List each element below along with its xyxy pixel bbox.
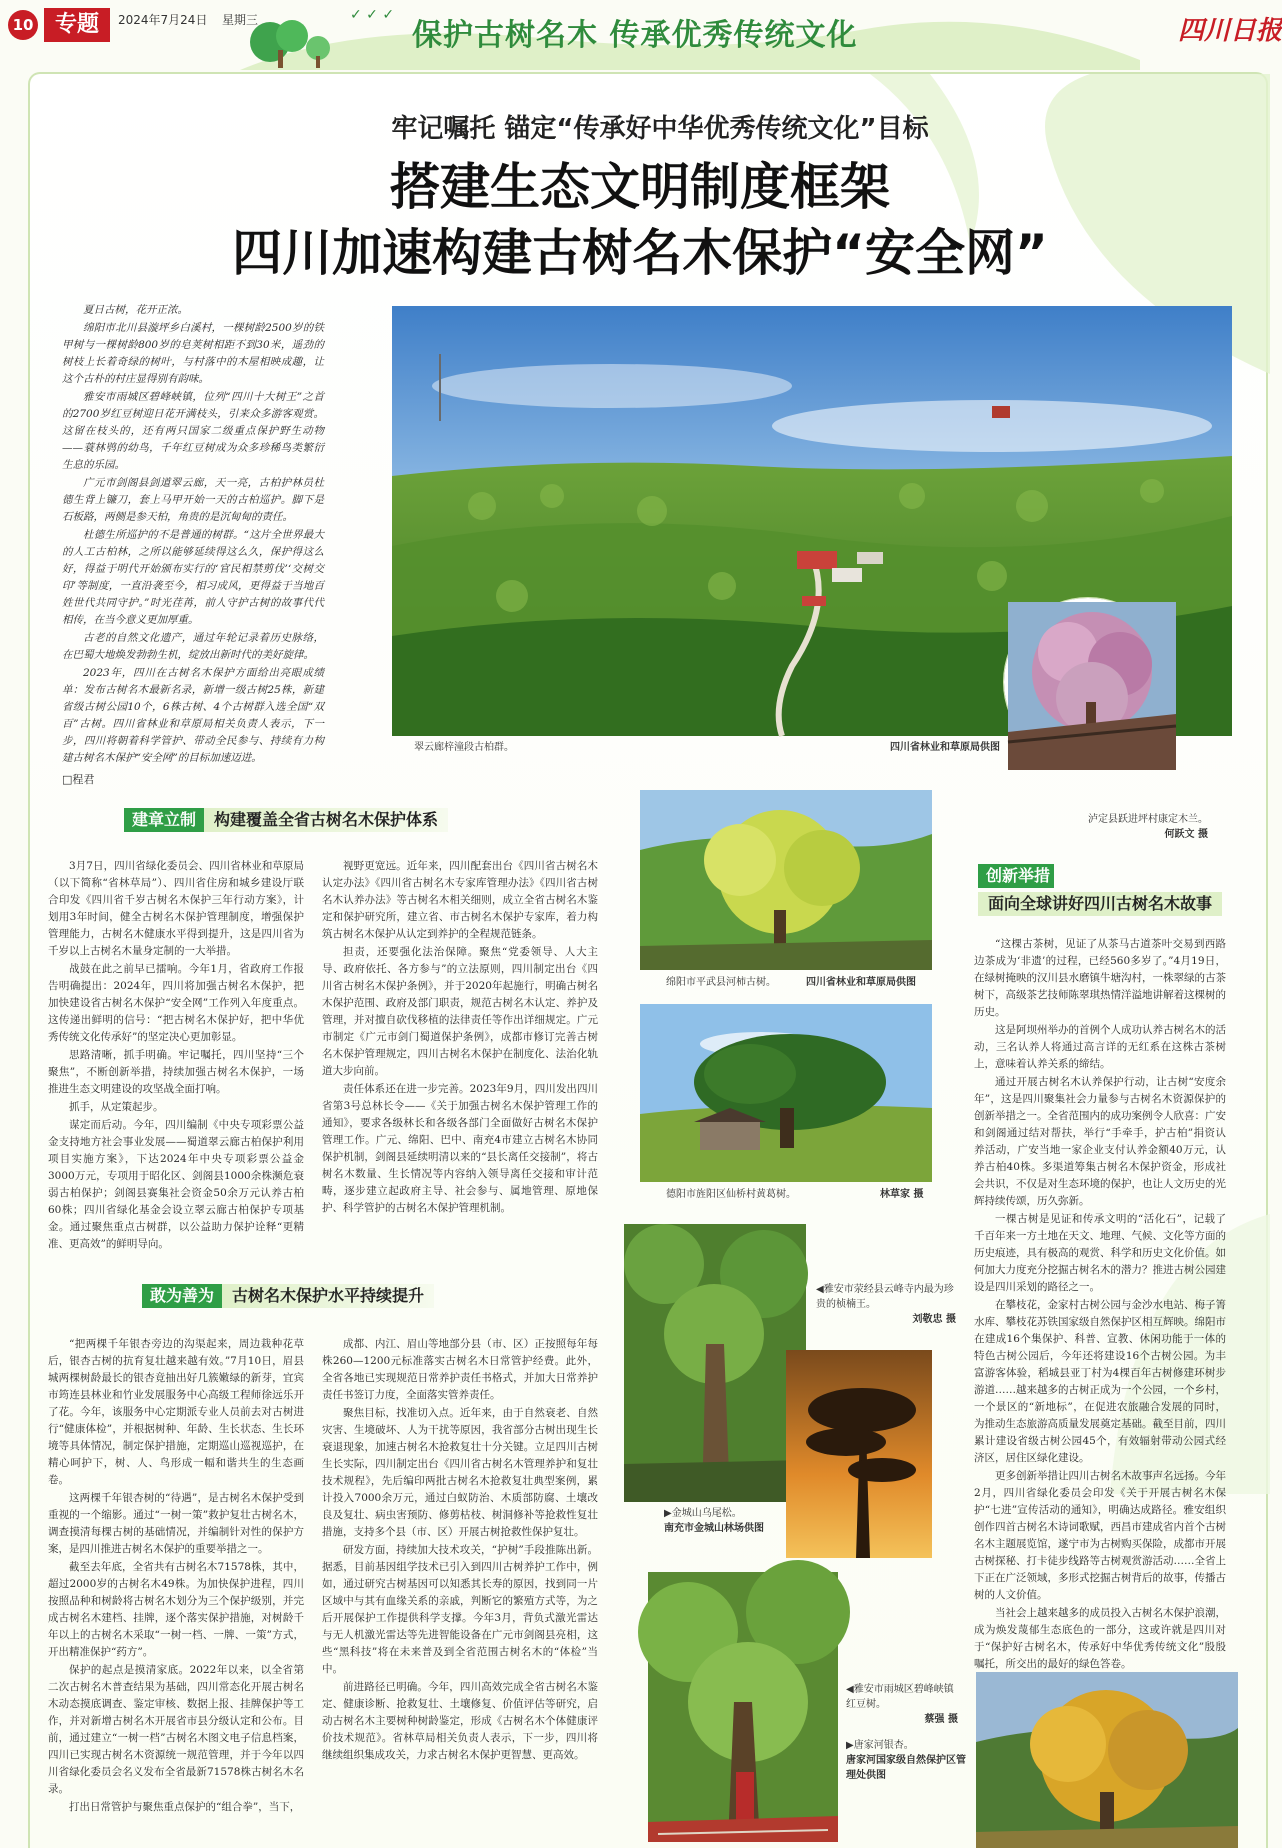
paragraph: 聚焦目标，找准切入点。近年来，由于自然衰老、自然灾害、生境破坏、人为干扰等原因，我省部分古树出现生长衰退现象，加速古树名木抢救复壮十分关键。立足四川古树生长实际，四川制定出台《四川省古树名木管理养护和复壮技术规程》，先后编印两批古树名木抢救复壮典型案例，累计投入7000余万元，通过白蚁防治、木质部防腐、土壤改良及复壮、病虫害预防、修剪枯枝、树洞修补等抢救性复壮措施，支持多个县（市、区）开展古树抢救性保护复壮。 (322, 1407, 598, 1538)
section2-column-1 (48, 1336, 304, 1828)
photo-credit: 南充市金城山林场供图 (664, 1523, 764, 1534)
section-title-3: 面向全球讲好四川古树名木故事 (978, 892, 1222, 916)
intro-paragraph: 雅安市雨城区碧峰峡镇，位列“四川十大树王”之首的2700岁红豆树迎日花开满枝头，引来众多游客观赏。这留在枝头的，还有两只国家二级重点保护野生动物——蓑林鸮的幼鸟，千年红豆树成为众多珍稀鸟类繁衍生息的乐园。 (62, 391, 324, 471)
intro-column (62, 302, 324, 786)
paragraph: 思路清晰，抓手明确。牢记嘱托，四川坚持“三个聚焦”，不断创新举措，持续加强古树名木保护，一场推进生态文明建设的攻坚战全面打响。 (48, 1049, 304, 1095)
intro-paragraph: 广元市剑阁县剑道翠云廊，天一亮，古柏护林员杜德生背上镰刀，套上马甲开始一天的古柏巡护。脚下是石板路，两侧是参天柏，角贵的是沉甸甸的责任。 (62, 477, 324, 523)
publication-date: 2024年7月24日 (118, 13, 208, 27)
paragraph: “这棵古茶树，见证了从茶马古道茶叶交易到西路边茶成为‘非遗’的过程，已经560多岁了。”4月19日，在绿树掩映的汉川县水磨镇牛塘沟村，一株翠绿的古茶树下，高级茶艺技师陈翠琪热情洋溢地讲解着这棵树的历史。 (974, 938, 1226, 1018)
paragraph: 更多创新举措让四川古树名木故事声名远扬。今年2月，四川省绿化委员会印发《关于开展古树名木保护“七进”宣传活动的通知》，明确达成路径。雅安组织创作四首古树名木诗词歌赋，西昌市建成省内首个古树名木主题展览馆，遂宁市为古树购买保险，成都市开展古树探秘、打卡徒步线路等古树观赏游活动……全省上下正在广泛领域，多形式挖掘古树背后的故事，传播古树的人文价值。 (974, 1470, 1226, 1601)
photo-credit: 蔡强 摄 (924, 1714, 958, 1725)
author-byline: □程君 (62, 773, 95, 786)
intro-paragraph: 夏日古树，花开正浓。 (83, 304, 188, 316)
paragraph: 3月7日，四川省绿化委员会、四川省林业和草原局（以下简称“省林草局”）、四川省住房和城乡建设厅联合印发《四川省千岁古树名木保护三年行动方案》，计划用3年时间，健全古树名木保护管理制度，增强保护管理能力，古树名木健康水平得到提升，这是四川省为千岁以上古树名木量身定制的一大举措。 (48, 860, 304, 957)
paragraph: “把两棵千年银杏旁边的沟渠起来，周边栽种花草后，银杏古树的抗育复壮越来越有效。”7月10日，眉县城两棵树龄最长的银杏竟抽出好几簇嫩绿的新芽，宜宾市筠连县林业和竹业发展服务中心高级工程师徐远乐开了花。今年，该服务中心定期派专业人员前去对古树进行“健康体检”，并根据树种、年龄、生长状态、生长环境等具体情况，制定保护措施，定期巡山巡视巡护，在精心呵护下，树、人、鸟形成一幅和谐共生的生态画卷。 (48, 1338, 304, 1486)
p4-caption (664, 1506, 794, 1536)
section-tag-2: 敢为善为 (142, 1284, 222, 1308)
photo-caption: 德阳市旌阳区仙桥村黄葛树。 (666, 1189, 796, 1200)
paragraph: 这两棵千年银杏树的“待遇”，是古树名木保护受到重视的一个缩影。通过“一树一策”救护复壮古树名木，调查摸清每棵古树的基础情况，并编制针对性的保护方案，是四川推进古树名木保护的重要举措之一。 (48, 1492, 304, 1555)
section-title-1: 构建覆盖全省古树名木保护体系 (204, 808, 448, 832)
photo-caption: ▶金城山乌尾松。 (664, 1508, 742, 1519)
paragraph: 担责，还要强化法治保障。聚焦“党委领导、人大主导、政府依托、各方参与”的立法原则，四川制定出台《四川省古树名木保护条例》，并于2020年起施行，明确古树名木保护范围、政府及部门职责，规范古树名木认定、养护及管理，并对擅自砍伐移植的法律责任等作出详细规定。广元市制定《广元市剑门蜀道保护条例》，成都市修订完善古树名木保护管理规定，四川古树名木保护在制度化、法治化轨道大步向前。 (322, 946, 598, 1077)
photo-caption: 翠云廊梓潼段古柏群。 (414, 742, 514, 753)
photo-credit: 四川省林业和草原局供图 (890, 742, 1000, 753)
photo-credit: 刘敬忠 摄 (912, 1314, 956, 1325)
section-head-3 (978, 864, 1222, 914)
intro-paragraph: 绵阳市北川县漩坪乡白溪村，一棵树龄2500岁的铁甲树与一棵树龄800岁的皂荚树相距不到30米，遥劲的树枝上长着奇绿的树叶，与村落中的木屋相映成趣，让这个古朴的村庄显得别有韵味。 (62, 322, 324, 385)
article-headline (120, 154, 1160, 286)
paragraph: 这是阿坝州举办的首例个人成功认养古树名木的活动，三名认养人将通过高言详的无红系在这株古茶树上，意味着认养关系的缔结。 (974, 1024, 1226, 1070)
intro-paragraph: 2023年，四川在古树名木保护方面给出亮眼成绩单：发布古树名木最新名录，新增一级古树25株，新建省级古树公园10个，6株古树、4个古树群入选全国“双百”古树。四川省林业和草原局相关负责人表示，下一步，四川将朝着科学管护、带动全民参与、持续有力构建古树名木保护“安全网”的目标加速迈进。 (62, 667, 324, 764)
paragraph: 在攀枝花，金家村古树公园与金沙水电站、梅子箐水库、攀枝花苏铁国家级自然保护区相互辉映。绵阳市在建成16个集保护、科普、宣教、休闲功能于一体的特色古树公园后，今年还将建设16个古树公园。为丰富游客体验，稻城县亚丁村为4棵百年古树修建环树步游道……越来越多的古树正成为一个公园，一个乡村，一个景区的“新地标”，在促进农旅融合发展的同时，为推动生态旅游高质量发展奠定基础。截至目前，四川累计建设省级古树公园45个，有效辐射带动公园式经济区，居住区绿化建设。 (974, 1299, 1226, 1464)
paragraph: 截至去年底，全省共有古树名木71578株，其中，超过2000岁的古树名木49株。为加快保护进程，四川按照品种和树龄将古树名木划分为三个保护级别，并完成古树名木建档、挂牌，逐个落实保护措施，对树龄千年以上的古树名木采取“一树一档、一牌、一策”方式，开出精准保护“药方”。 (48, 1561, 304, 1658)
photo-yunfeng-nanmu (624, 1224, 806, 1502)
banner-title: 保护古树名木 传承优秀传统文化 (412, 18, 858, 53)
section3-column (974, 936, 1226, 1670)
section-tag: 专题 (44, 8, 110, 42)
photo-caption: ◀雅安市雨城区碧峰峡镇红豆树。 (846, 1684, 954, 1710)
headline-line-2: 四川加速构建古树名木保护“安全网” (232, 224, 1048, 282)
page-number: 10 (8, 10, 38, 40)
paragraph: 打出日常管护与聚焦重点保护的“组合拳”，当下， (69, 1801, 301, 1813)
photo-tangjiahe-ginkgo (976, 1672, 1238, 1848)
paragraph: 战鼓在此之前早已擂响。今年1月，省政府工作报告明确提出：2024年，四川将加强古树名木保护，把加快建设省古树名木保护“安全网”工作列入年度重点。这传递出鲜明的信号：“把古树名木保护好，把中华优秀传统文化传承好”的坚定决心更加彰显。 (48, 963, 304, 1043)
photo-caption: ◀雅安市荥经县云峰寺内最为珍贵的桢楠王。 (816, 1284, 954, 1310)
paragraph: 前进路径已明确。今年，四川高效完成全省古树名木鉴定、健康诊断、抢救复壮、土壤修复、价值评估等研究，启动古树名木主要树种树龄鉴定，形成《古树名木个体健康评价技术规范》。省林草局相关负责人表示，下一步，四川将继续组织集成攻关，力求古树名木保护更智慧、更高效。 (322, 1681, 598, 1761)
paragraph: 一棵古树是见证和传承文明的“活化石”，记载了千百年来一方土地在天文、地理、气候、文化等方面的历史痕迹，具有极高的观赏、科学和历史文化价值。如何加大力度充分挖掘古树名木的潜力？推进古树公园建设是四川采划的路径之一。 (974, 1213, 1226, 1293)
photo-jinchengshan-pine (786, 1350, 932, 1558)
paragraph: 当社会上越来越多的成员投入古树名木保护浪潮，成为焕发蔑郁生态底色的一部分，这或许就是四川对于“保护好古树名木，传承好中华优秀传统文化”殷殷嘱托，所交出的最好的绿色答卷。 (974, 1607, 1226, 1670)
photo-xianqiao-banyan (640, 1004, 932, 1182)
photo-credit: 四川省林业和草原局供图 (806, 977, 916, 988)
p5-caption (846, 1682, 958, 1727)
circle-photo-caption (1058, 812, 1208, 842)
section-head-1 (124, 808, 448, 832)
section-head-2 (142, 1284, 434, 1308)
paragraph: 研发方面，持续加大技术攻关，“护树”手段推陈出新。据悉，目前基因组学技术已引入到四川古树养护工作中，例如，通过研究古树基因可以知悉其长寿的原因，找到同一片区域中与其有血缘关系的亲戚，判断它的繁殖方式等，为之后开展保护工作提供科学支撑。今年3月，背负式激光雷达与无人机激光雷达等先进智能设备在广元市剑阁县亮相，这些“黑科技”将在未来普及到全省范围古树名木的“体检”当中。 (322, 1544, 598, 1675)
paragraph: 谋定而后动。今年，四川编制《中央专项彩票公益金支持地方社会事业发展——蜀道翠云廊古柏保护利用项目实施方案》，下达2024年中央专项彩票公益金3000万元，专项用于昭化区、剑阁县1000余株濒危衰弱古柏保护；剑阁县赛集社会资金50余万元认养古柏60株；四川省绿化基金会设立翠云廊古柏保护专项基金。通过聚焦重点古树群，以公益助力保护诠释“更精准、更高效”的鲜明导向。 (48, 1119, 304, 1250)
photo-credit: 林草家 摄 (880, 1189, 924, 1200)
paragraph: 成都、内江、眉山等地部分县（市、区）正按照每年每株260—1200元标准落实古树名木日常管护经费。此外，全省各地已实现规范日常养护责任书格式，并加大日常养护责任书签订力度，全面落实管养责任。 (322, 1338, 598, 1401)
photo-caption: 泸定县跃进坪村康定木兰。 (1088, 814, 1208, 825)
section1-column-1 (48, 858, 304, 1258)
paragraph: 通过开展古树名木认养保护行动，让古树“安度余年”，这是四川聚集社会力量参与古树名木资源保护的创新举措之一。全省范围内的成功案例令人欣喜：广安和剑阁通过结对帮扶，举行“手牵手，护古柏”捐资认养活动，广安当地一家企业支付认养金额40万元，认养古柏40株。多渠道筹集古树名木保护资金，形成社会共识，不仅是对生态环境的保护，也让人文历史的光辉持续传颂，历久弥新。 (974, 1076, 1226, 1207)
section1-column-2 (322, 858, 598, 1258)
photo-credit: 唐家河国家级自然保护区管理处供图 (846, 1755, 966, 1781)
photo-caption: ▶唐家河银杏。 (846, 1740, 914, 1751)
paragraph: 视野更宽远。近年来，四川配套出台《四川省古树名木认定办法》《四川省古树名木专家库管理办法》《四川省古树名木认养办法》等古树名木相关细则，成立全省古树名木鉴定和保护研究所，建立省、市古树名木保护专家库，着力构筑古树名木保护从认定到养护的全程规范链条。 (322, 860, 598, 940)
p6-caption (846, 1738, 966, 1783)
photo-credit: 何跃文 摄 (1164, 829, 1208, 840)
paragraph: 抓手，从定策起步。 (69, 1101, 164, 1113)
photo-bifengxia-hongdou (648, 1572, 838, 1842)
masthead (0, 0, 1280, 62)
intro-paragraph: 古老的自然文化遗产，通过年轮记录着历史脉络，在巴蜀大地焕发勃勃生机，绽放出新时代的美好旋律。 (62, 632, 324, 661)
newspaper-logo: 四川日报 (1178, 16, 1282, 46)
paragraph: 责任体系还在进一步完善。2023年9月，四川发出四川省第3号总林长令——《关于加强古树名木保护管理工作的通知》，要求各级林长和各级各部门全面做好古树名木保护管理工作。广元、绵阳、巴中、南充4市建立古树名木协同保护机制，剑阁县延续明清以来的“县长离任交接制”，将古树名木数量、生长情况等内容纳入领导离任交接和审计范畴，逐步建立起政府主导、社会参与、属地管理、原地保护、科学管护的古树名木保护管理机制。 (322, 1083, 598, 1214)
section-tag-3: 创新举措 (978, 864, 1054, 888)
photo-caption: 绵阳市平武县河柿古树。 (666, 977, 776, 988)
section2-column-2 (322, 1336, 598, 1828)
section-title-2: 古树名木保护水平持续提升 (222, 1284, 434, 1308)
photo-pingwu-persimmon (640, 790, 932, 970)
headline-line-1: 搭建生态文明制度框架 (390, 158, 890, 216)
intro-paragraph: 杜德生所巡护的不是普通的树群。“这片全世界最大的人工古柏林，之所以能够延续得这么久，保护得这么好，得益于明代开始颁布实行的‘官民相禁剪伐’‘交树交印’等制度，一直沿袭至今，相习成风，更得益于当地百姓世代共同守护。”时光荏苒，前人守护古树的故事代代相传，在当今意义更加厚重。 (62, 529, 324, 626)
section-tag-1: 建章立制 (124, 808, 204, 832)
article-kicker: 牢记嘱托 锚定“传承好中华优秀传统文化”目标 (391, 114, 929, 144)
publication-weekday: 星期三 (222, 13, 259, 27)
birds-icon: ✓ ✓ ✓ (350, 7, 395, 23)
photo-kangding-magnolia (1004, 598, 1172, 766)
p3-caption (816, 1282, 956, 1327)
paragraph: 保护的起点是摸清家底。2022年以来，以全省第二次古树名木普查结果为基础，四川常态化开展古树名木动态摸底调查、鉴定审核、数据上报、挂牌保护等工作，并对新增古树名木开展省市县分级认定和公布。目前，通过建立“一树一档”古树名木图文电子信息档案，四川已实现古树名木资源统一规范管理，并于今年以四川省绿化委员会名义发布全省最新71578株古树名木名录。 (48, 1664, 304, 1795)
